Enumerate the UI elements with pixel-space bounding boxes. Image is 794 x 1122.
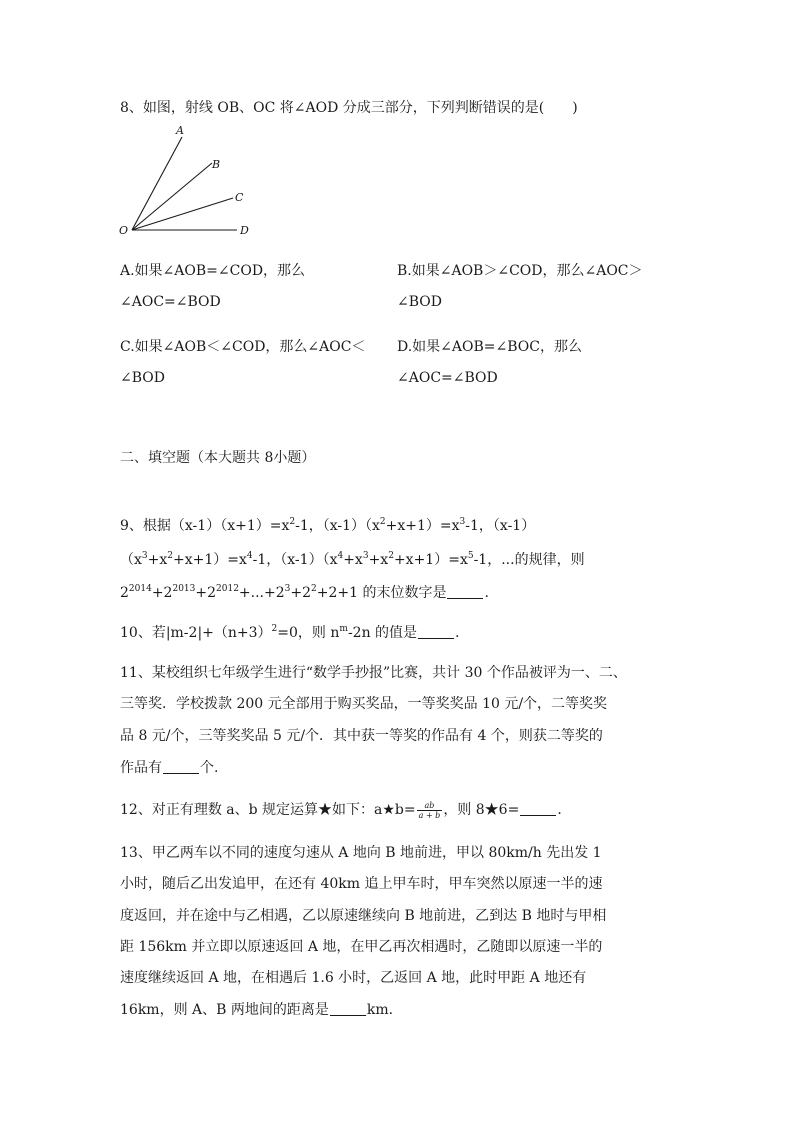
q11-line4: 作品有 个. <box>120 760 219 776</box>
q8-option-c-line1: C.如果∠AOB＜∠COD，那么∠AOC＜ <box>120 339 366 355</box>
q9-line1: 9、根据$(x-1)(x+1)=x^2-1$，$(x-1)(x^2+x+1)=x^3-1$，（x-1） <box>120 517 536 534</box>
q13-line2: 小时，随后乙出发追甲，在还有 40km 追上甲车时，甲车突然以原速一半的速 <box>120 876 603 892</box>
q11-line3: 品 8 元/个，三等奖奖品 5 元/个．其中获一等奖的作品有 4 个，则获二等奖的 <box>120 728 603 744</box>
q13-line1: 13、甲乙两车以不同的速度匀速从 A 地向 B 地前进，甲以 80km/h 先出发 1 <box>120 845 602 861</box>
answer-blank <box>330 1001 366 1016</box>
q8-option-b-line2: ∠BOD <box>397 294 442 310</box>
q13-line3: 度返回，并在途中与乙相遇，乙以原速继续向 B 地前进，乙到达 B 地时与甲相 <box>120 908 607 924</box>
q13-line5: 速度继续返回 A 地，在相遇后 1.6 小时，乙返回 A 地，此时甲距 A 地还有 <box>120 970 587 986</box>
fraction: $\frac{ab}{a + b}$ <box>418 800 441 820</box>
answer-blank <box>163 759 199 774</box>
q9-line3: $2^{2014}+2^{2013}+2^{2012}+...+2^3+2^2+2+1$ 的末位数字是 . <box>120 584 489 601</box>
q10: 10、若$|m-2|+(n+3)^2=0$，则 $n^m-2n$ 的值是 . <box>120 624 460 641</box>
q8-option-c-line2: ∠BOD <box>120 370 165 386</box>
q11-line2: 三等奖．学校拨款 200 元全部用于购买奖品，一等奖奖品 10 元/个，二等奖奖 <box>120 696 608 712</box>
q8-option-b-line1: B.如果∠AOB＞∠COD，那么∠AOC＞ <box>397 263 643 279</box>
label-b: B <box>212 158 221 171</box>
q8-stem: 8、如图，射线 OB、OC 将∠AOD 分成三部分，下列判断错误的是( ) <box>120 100 578 116</box>
answer-blank <box>418 624 454 639</box>
label-a: A <box>176 124 184 137</box>
label-c: C <box>235 191 244 204</box>
q8-option-d-line1: D.如果∠AOB=∠BOC，那么 <box>397 339 582 355</box>
section-title: 二、填空题（本大题共 8小题） <box>120 450 316 466</box>
q8-option-a-line2: ∠AOC=∠BOD <box>120 294 221 310</box>
angle-figure <box>110 120 270 245</box>
label-o: O <box>119 224 129 237</box>
answer-blank <box>447 584 483 599</box>
label-d: D <box>240 224 249 237</box>
ray-ob <box>132 163 212 230</box>
q13-line6: 16km，则 A、B 两地间的距离是 km. <box>120 1002 394 1018</box>
q11-line1: 11、某校组织七年级学生进行“数学手抄报”比赛，共计 30 个作品被评为一、二、 <box>120 665 627 681</box>
q12: 12、对正有理数 a、b 规定运算★如下：a★b= $\frac{ab}{a + b}$ ，则 8★6= . <box>120 800 562 820</box>
q8-option-a-line1: A.如果∠AOB=∠COD，那么 <box>120 263 306 279</box>
answer-blank <box>520 801 556 816</box>
q13-line4: 距 156km 并立即以原速返回 A 地，在甲乙再次相遇时，乙随即以原速一半的 <box>120 939 603 955</box>
q9-line2: $(x^3+x^2+x+1)=x^4-1$，$(x-1)(x^4+x^3+x^2+x+1)=x^5-1$，...的规律，则 <box>120 551 585 568</box>
q8-option-d-line2: ∠AOC=∠BOD <box>397 370 498 386</box>
